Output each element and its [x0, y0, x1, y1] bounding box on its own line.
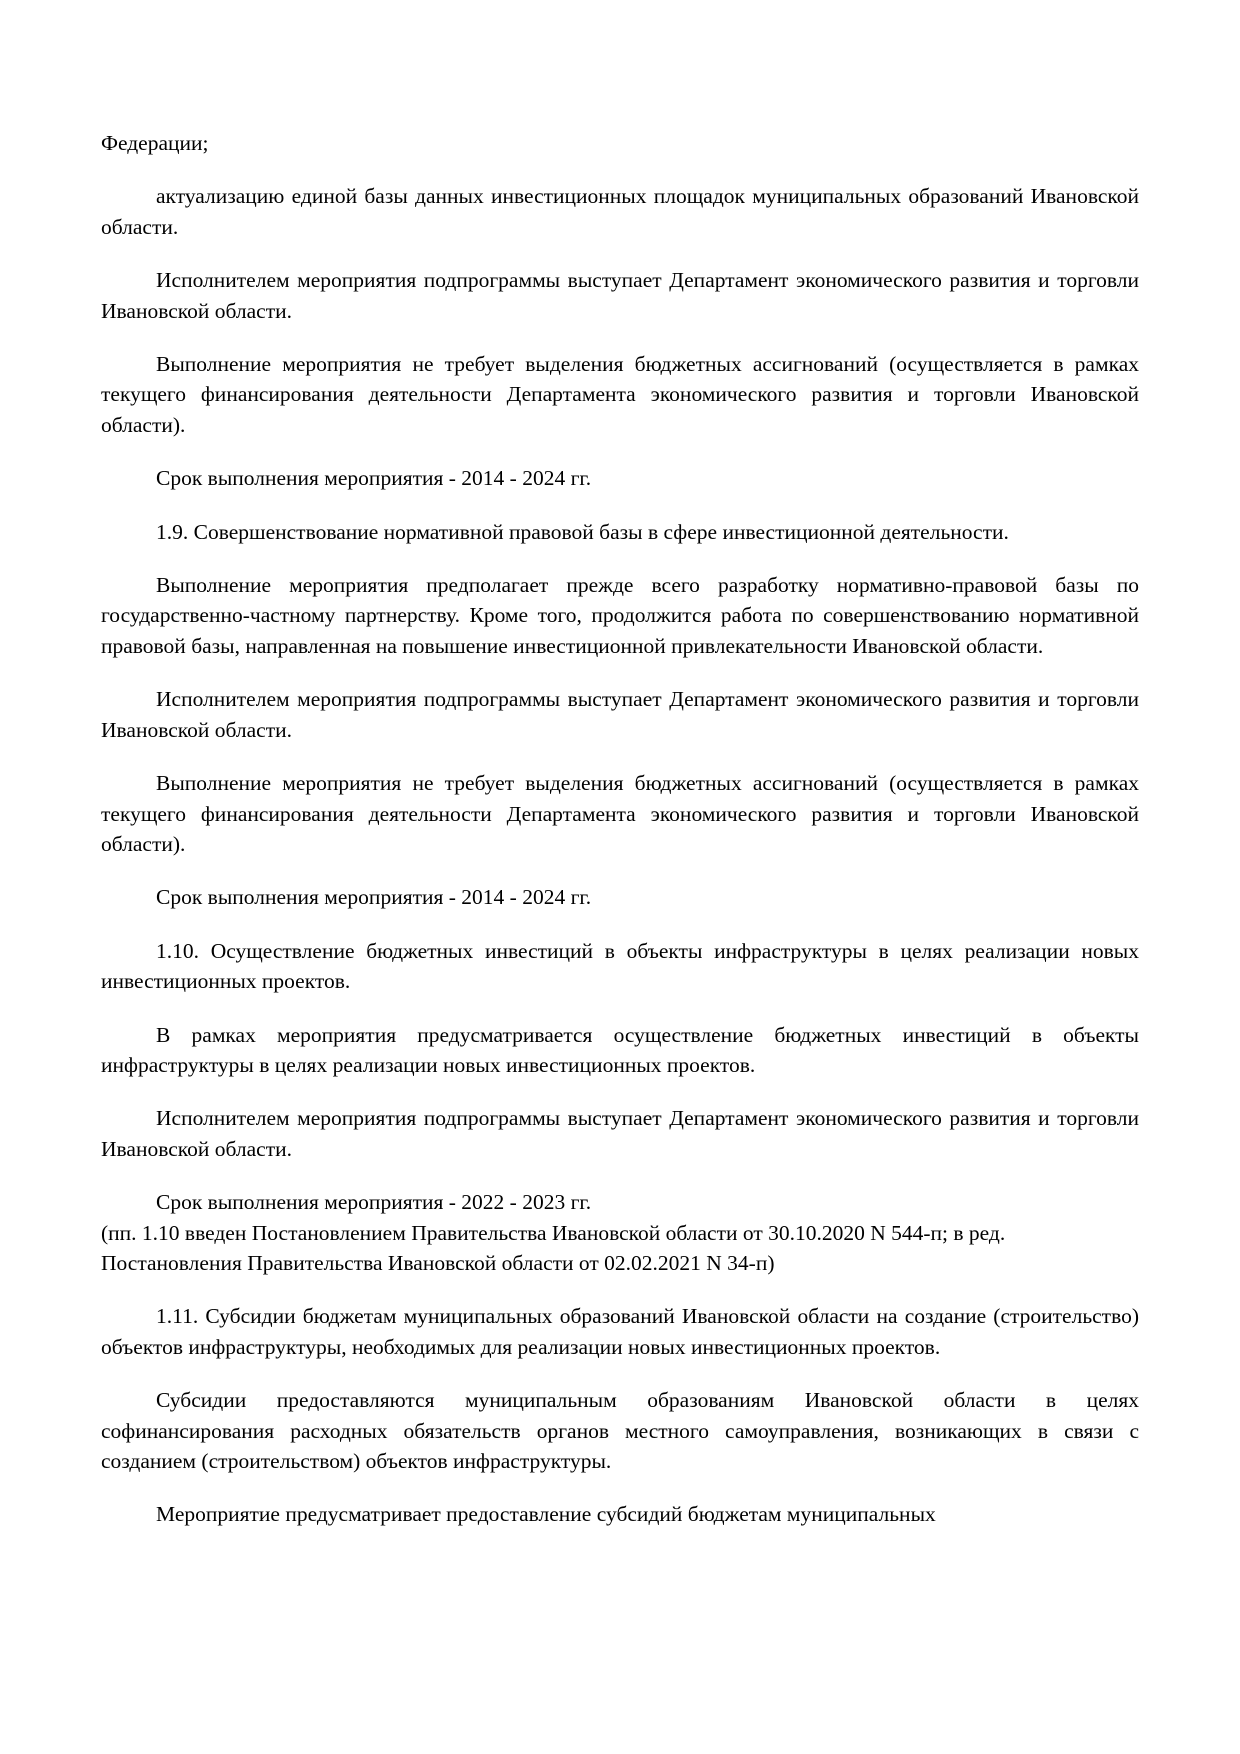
paragraph-no-budget-allocation-2: Выполнение мероприятия не требует выделения бюджетных ассигнований (осуществляется в рамках текущего финансирования деятельности Департамента экономического развития и торговли Ивановской области).	[101, 771, 1139, 856]
paragraph-executor-department-1: Исполнителем мероприятия подпрограммы выступает Департамент экономического развития и торговли Ивановской области.	[101, 268, 1139, 323]
paragraph-executor-department-2: Исполнителем мероприятия подпрограммы выступает Департамент экономического развития и торговли Ивановской области.	[101, 687, 1139, 742]
paragraph-legal-framework-development: Выполнение мероприятия предполагает прежде всего разработку нормативно-правовой базы по государственно-частному партнерству. Кроме того, продолжится работа по совершенствованию нормативной правовой базы, направленная на повышение инвестиционной привлекательности Ивановской области.	[101, 573, 1139, 658]
paragraph-actualization-database: актуализацию единой базы данных инвестиционных площадок муниципальных образований Ивановской области.	[101, 184, 1139, 239]
document-text-body	[101, 128, 1139, 1553]
paragraph-deadline-2014-2024-first: Срок выполнения мероприятия - 2014 - 2024 гг.	[156, 466, 592, 491]
paragraph-deadline-2014-2024-second: Срок выполнения мероприятия - 2014 - 2024 гг.	[156, 885, 592, 910]
paragraph-no-budget-allocation-1: Выполнение мероприятия не требует выделения бюджетных ассигнований (осуществляется в рамках текущего финансирования деятельности Департамента экономического развития и торговли Ивановской области).	[101, 352, 1139, 437]
paragraph-federation-fragment: Федерации;	[101, 131, 209, 155]
paragraph-budget-investments-scope: В рамках мероприятия предусматривается осуществление бюджетных инвестиций в объекты инфраструктуры в целях реализации новых инвестиционных проектов.	[101, 1022, 1139, 1077]
paragraph-subsidies-cofinancing: Субсидии предоставляются муниципальным образованиям Ивановской области в целях софинансирования расходных обязательств органов местного самоуправления, возникающих в связи с созданием (строительством) объектов инфраструктуры.	[101, 1388, 1139, 1473]
paragraph-item-1-11-heading: 1.11. Субсидии бюджетам муниципальных образований Ивановской области на создание (строительство) объектов инфраструктуры, необходимых для реализации новых инвестиционных проектов.	[101, 1304, 1139, 1359]
paragraph-executor-department-3: Исполнителем мероприятия подпрограммы выступает Департамент экономического развития и торговли Ивановской области.	[101, 1106, 1139, 1161]
paragraph-item-1-9-heading: 1.9. Совершенствование нормативной правовой базы в сфере инвестиционной деятельности.	[156, 519, 1009, 544]
paragraph-measure-provides-subsidies: Мероприятие предусматривает предоставление субсидий бюджетам муниципальных	[156, 1502, 936, 1527]
paragraph-item-1-10-heading: 1.10. Осуществление бюджетных инвестиций в объекты инфраструктуры в целях реализации новых инвестиционных проектов.	[101, 938, 1139, 994]
paragraph-legal-citation-item-1-10: (пп. 1.10 введен Постановлением Правительства Ивановской области от 30.10.2020 N 544-п; в ред. Постановления Правительства Ивановской области от 02.02.2021 N 34-п)	[101, 1220, 1006, 1275]
paragraph-deadline-2022-2023: Срок выполнения мероприятия - 2022 - 2023 гг.	[156, 1190, 592, 1215]
